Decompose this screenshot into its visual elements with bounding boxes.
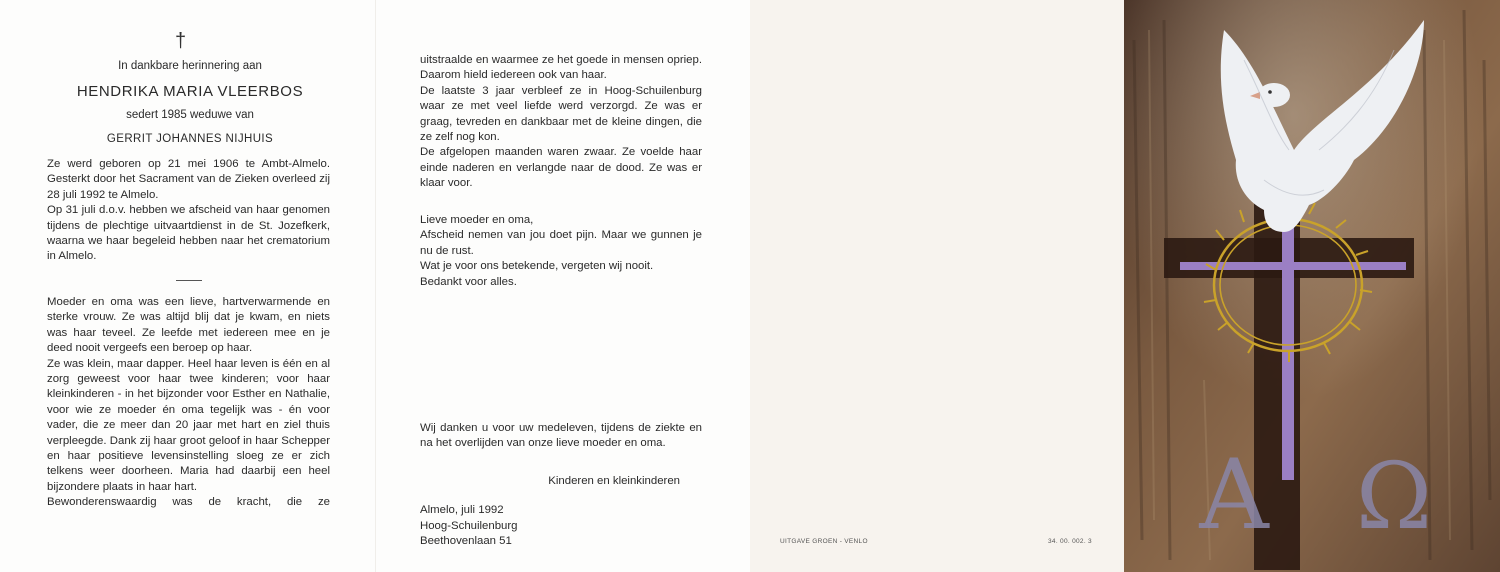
publisher-imprint: UITGAVE GROEN - VENLO xyxy=(780,538,868,545)
birth-death-text: Ze werd geboren op 21 mei 1906 te Ambt-Almelo. Gesterkt door het Sacrament van de Zieken overleed zij 28 juli 1992 te Almelo. xyxy=(47,158,330,201)
tribute-paragraph xyxy=(47,295,330,511)
farewell-line-1: Lieve moeder en oma, xyxy=(420,214,534,226)
place-date-block xyxy=(420,503,620,550)
spouse-name: GERRIT JOHANNES NIJHUIS xyxy=(106,133,274,145)
continued-text-1: uitstraalde en waarmee ze het goede in mensen opriep. Daarom hield iedereen ook van haar. xyxy=(420,54,702,82)
biography-paragraph xyxy=(47,157,330,265)
farewell-line-3: Wat je voor ons betekende, vergeten wij nooit. xyxy=(420,260,654,273)
artwork-page xyxy=(1124,0,1500,572)
place-date-line-1: Almelo, juli 1992 xyxy=(420,504,504,516)
farewell-paragraph xyxy=(420,213,702,290)
omega-letter: Ω xyxy=(1355,443,1433,550)
tribute-text-3: Bewonderenswaardig was de kracht, die ze xyxy=(47,496,330,509)
divider xyxy=(176,280,202,281)
alpha-letter: A xyxy=(1199,439,1269,551)
left-page xyxy=(0,0,375,572)
thanks-paragraph xyxy=(420,421,702,452)
farewell-line-4: Bedankt voor alles. xyxy=(420,275,517,288)
tribute-text-1: Moeder en oma was een lieve, hartverwarmende en sterke vrouw. Ze was altijd blij dat je kwam, en niets was haar teveel. Ze leefde met iedereen mee en je deed nooit vergeefs een beroep op haar. xyxy=(47,296,330,355)
intro-text: In dankbare herinnering aan xyxy=(118,60,262,72)
continued-text-2: De laatste 3 jaar verbleef ze in Hoog-Schuilenburg waar ze met veel liefde werd verzorgd. Ze was er graag, tevreden en dankbaar met de kleine dingen, die ze zelf nog kon. xyxy=(420,84,702,144)
deceased-name: HENDRIKA MARIA VLEERBOS xyxy=(76,83,304,100)
back-page xyxy=(750,0,1124,572)
tribute-text-2: Ze was klein, maar dapper. Heel haar leven is één en al zorg geweest voor haar twee kinderen; voor haar kleinkinderen - in het bijzonder voor Esther en Nathalie, voor wie ze moeder én oma tegelijk was - én voor vader, die ze meer dan 20 jaar met hart en ziel thuis verpleegde. Dank zij haar groot geloof in haar Schepper en haar positieve levensinstelling sloeg ze er zich telkens weer doorheen. Maria had daarbij een heel bijzondere plaats in haar hart. xyxy=(47,357,330,493)
place-date-line-2: Hoog-Schuilenburg xyxy=(420,519,518,532)
funeral-text: Op 31 juli d.o.v. hebben we afscheid van haar genomen tijdens de plechtige uitvaartdienst in de St. Jozefkerk, waarna we haar begeleid hebben naar het crematorium in Almelo. xyxy=(47,204,330,263)
religious-artwork xyxy=(1124,0,1500,572)
print-code: 34. 00. 002. 3 xyxy=(1048,538,1092,545)
signature: Kinderen en kleinkinderen xyxy=(548,475,680,487)
place-date-line-3: Beethovenlaan 51 xyxy=(420,535,512,548)
widow-since-text: sedert 1985 weduwe van xyxy=(126,109,254,121)
cross-symbol: † xyxy=(175,30,187,52)
continued-paragraph xyxy=(420,53,702,192)
thanks-text: Wij danken u voor uw medeleven, tijdens de ziekte en na het overlijden van onze lieve moeder en oma. xyxy=(420,422,702,450)
farewell-line-2: Afscheid nemen van jou doet pijn. Maar we gunnen je nu de rust. xyxy=(420,229,702,257)
continued-text-3: De afgelopen maanden waren zwaar. Ze voelde haar einde naderen en verlangde naar de dood. Ze was er klaar voor. xyxy=(420,146,702,190)
